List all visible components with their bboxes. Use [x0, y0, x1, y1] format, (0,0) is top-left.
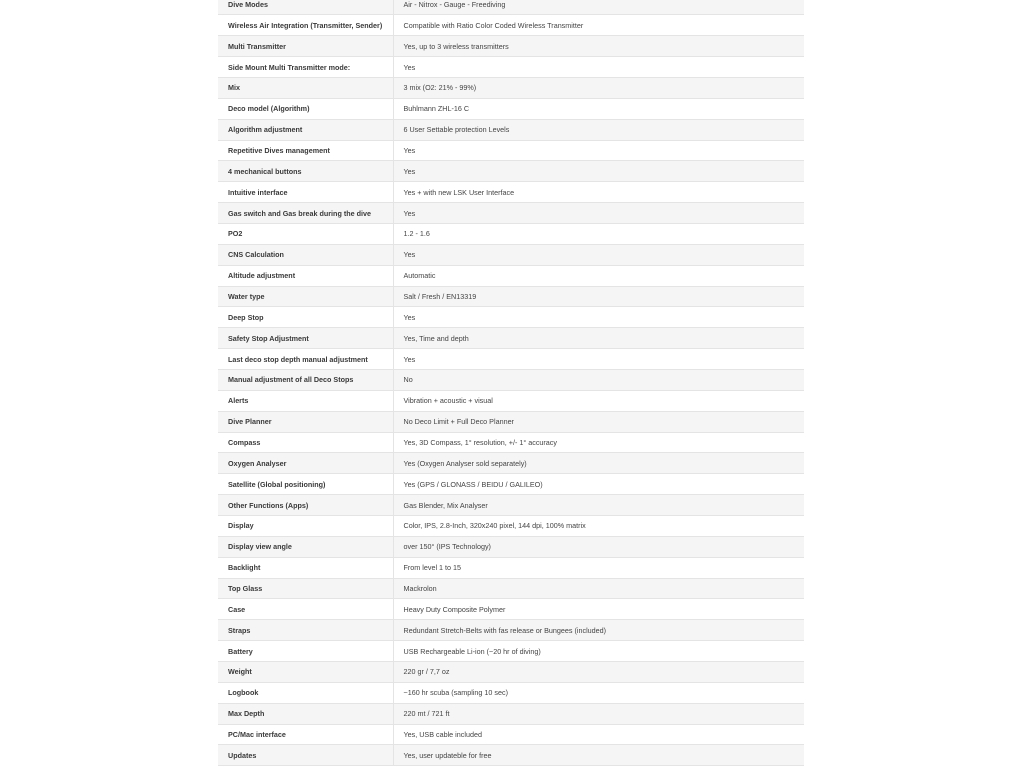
spec-label: Mix — [218, 77, 393, 98]
table-row — [218, 203, 804, 224]
spec-label: Altitude adjustment — [218, 265, 393, 286]
spec-label: Straps — [218, 620, 393, 641]
table-row — [218, 411, 804, 432]
table-row — [218, 57, 804, 78]
spec-label: Safety Stop Adjustment — [218, 328, 393, 349]
spec-value: Air - Nitrox - Gauge - Freediving — [393, 0, 804, 15]
spec-label: Backlight — [218, 557, 393, 578]
table-row — [218, 369, 804, 390]
spec-label: Battery — [218, 641, 393, 662]
table-row — [218, 36, 804, 57]
table-row — [218, 349, 804, 370]
spec-label: Dive Modes — [218, 0, 393, 15]
spec-value: Salt / Fresh / EN13319 — [393, 286, 804, 307]
spec-label: Deco model (Algorithm) — [218, 98, 393, 119]
spec-label: Max Depth — [218, 703, 393, 724]
spec-value: Yes, USB cable included — [393, 724, 804, 745]
table-row — [218, 119, 804, 140]
spec-value: USB Rechargeable Li-ion (~20 hr of diving) — [393, 641, 804, 662]
spec-value: 1.2 - 1.6 — [393, 223, 804, 244]
table-row — [218, 599, 804, 620]
spec-label: PO2 — [218, 223, 393, 244]
table-row — [218, 641, 804, 662]
spec-value: Heavy Duty Composite Polymer — [393, 599, 804, 620]
spec-value: Yes + with new LSK User Interface — [393, 182, 804, 203]
spec-label: Repetitive Dives management — [218, 140, 393, 161]
table-row — [218, 620, 804, 641]
spec-label: Intuitive interface — [218, 182, 393, 203]
specifications-body — [218, 0, 804, 766]
spec-value: Yes, Time and depth — [393, 328, 804, 349]
spec-label: Oxygen Analyser — [218, 453, 393, 474]
table-row — [218, 432, 804, 453]
table-row — [218, 77, 804, 98]
spec-label: Algorithm adjustment — [218, 119, 393, 140]
table-row — [218, 286, 804, 307]
table-row — [218, 662, 804, 683]
spec-value: Buhlmann ZHL-16 C — [393, 98, 804, 119]
table-row — [218, 724, 804, 745]
spec-value: Yes, 3D Compass, 1° resolution, +/- 1° accuracy — [393, 432, 804, 453]
spec-value: Color, IPS, 2.8-Inch, 320x240 pixel, 144 dpi, 100% matrix — [393, 515, 804, 536]
spec-value: Gas Blender, Mix Analyser — [393, 495, 804, 516]
table-row — [218, 515, 804, 536]
spec-label: Top Glass — [218, 578, 393, 599]
spec-value: Compatible with Ratio Color Coded Wireless Transmitter — [393, 15, 804, 36]
table-row — [218, 15, 804, 36]
spec-label: Manual adjustment of all Deco Stops — [218, 369, 393, 390]
spec-value: Yes — [393, 349, 804, 370]
table-row — [218, 390, 804, 411]
table-row — [218, 578, 804, 599]
spec-label: CNS Calculation — [218, 244, 393, 265]
spec-label: Display view angle — [218, 536, 393, 557]
spec-value: Vibration + acoustic + visual — [393, 390, 804, 411]
table-row — [218, 182, 804, 203]
table-row — [218, 98, 804, 119]
table-row — [218, 0, 804, 15]
spec-value: 3 mix (O2: 21% - 99%) — [393, 77, 804, 98]
spec-label: PC/Mac interface — [218, 724, 393, 745]
spec-label: Other Functions (Apps) — [218, 495, 393, 516]
table-row — [218, 223, 804, 244]
spec-value: Yes — [393, 244, 804, 265]
spec-value: over 150° (IPS Technology) — [393, 536, 804, 557]
spec-label: Multi Transmitter — [218, 36, 393, 57]
spec-value: Yes — [393, 161, 804, 182]
spec-label: Wireless Air Integration (Transmitter, Sender) — [218, 15, 393, 36]
table-row — [218, 703, 804, 724]
spec-value: Yes — [393, 307, 804, 328]
spec-label: Weight — [218, 662, 393, 683]
spec-label: Dive Planner — [218, 411, 393, 432]
table-row — [218, 682, 804, 703]
spec-value: From level 1 to 15 — [393, 557, 804, 578]
table-row — [218, 265, 804, 286]
table-row — [218, 140, 804, 161]
specifications-table — [218, 0, 804, 766]
spec-label: 4 mechanical buttons — [218, 161, 393, 182]
table-row — [218, 745, 804, 766]
spec-value: Yes, up to 3 wireless transmitters — [393, 36, 804, 57]
spec-label: Water type — [218, 286, 393, 307]
spec-label: Alerts — [218, 390, 393, 411]
spec-label: Case — [218, 599, 393, 620]
table-row — [218, 161, 804, 182]
spec-value: Automatic — [393, 265, 804, 286]
table-row — [218, 474, 804, 495]
table-row — [218, 536, 804, 557]
table-row — [218, 307, 804, 328]
table-row — [218, 244, 804, 265]
spec-value: Yes — [393, 140, 804, 161]
spec-label: Side Mount Multi Transmitter mode: — [218, 57, 393, 78]
spec-value: Yes — [393, 57, 804, 78]
spec-value: 220 mt / 721 ft — [393, 703, 804, 724]
spec-label: Deep Stop — [218, 307, 393, 328]
spec-value: 6 User Settable protection Levels — [393, 119, 804, 140]
spec-value: Redundant Stretch-Belts with fas release or Bungees (included) — [393, 620, 804, 641]
table-row — [218, 495, 804, 516]
table-row — [218, 557, 804, 578]
spec-value: No Deco Limit + Full Deco Planner — [393, 411, 804, 432]
spec-label: Last deco stop depth manual adjustment — [218, 349, 393, 370]
spec-value: 220 gr / 7,7 oz — [393, 662, 804, 683]
spec-label: Logbook — [218, 682, 393, 703]
spec-label: Updates — [218, 745, 393, 766]
spec-value: Yes, user updateble for free — [393, 745, 804, 766]
spec-value: Yes (GPS / GLONASS / BEIDU / GALILEO) — [393, 474, 804, 495]
spec-label: Satellite (Global positioning) — [218, 474, 393, 495]
table-row — [218, 328, 804, 349]
spec-value: ~160 hr scuba (sampling 10 sec) — [393, 682, 804, 703]
spec-value: Mackrolon — [393, 578, 804, 599]
table-row — [218, 453, 804, 474]
spec-value: Yes (Oxygen Analyser sold separately) — [393, 453, 804, 474]
spec-label: Display — [218, 515, 393, 536]
spec-label: Gas switch and Gas break during the dive — [218, 203, 393, 224]
spec-value: Yes — [393, 203, 804, 224]
spec-value: No — [393, 369, 804, 390]
spec-label: Compass — [218, 432, 393, 453]
